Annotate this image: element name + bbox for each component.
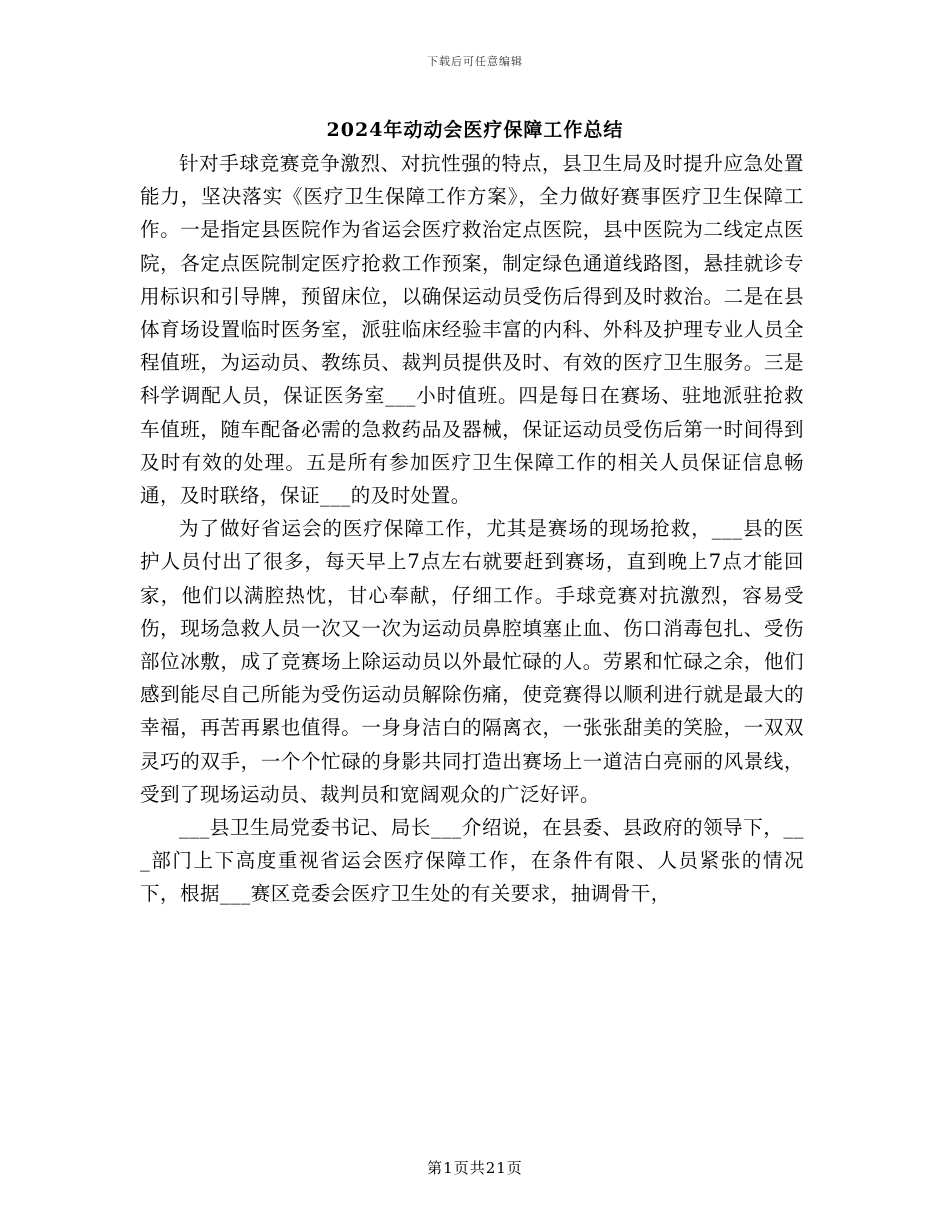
header-note: 下载后可任意编辑: [427, 55, 523, 68]
paragraph-2: 为了做好省运会的医疗保障工作，尤其是赛场的现场抢救，___县的医护人员付出了很多，每天早上7点左右就要赶到赛场，直到晚上7点才能回家，他们以满腔热忱，甘心奉献，仔细工作。手球竞赛对抗激烈，容易受伤，现场急救人员一次又一次为运动员鼻腔填塞止血、伤口消毒包扎、受伤部位冰敷，成了竞赛场上除运动员以外最忙碌的人。劳累和忙碌之余，他们感到能尽自己所能为受伤运动员解除伤痛，使竞赛得以顺利进行就是最大的幸福，再苦再累也值得。一身身洁白的隔离衣，一张张甜美的笑脸，一双双灵巧的双手，一个个忙碌的身影共同打造出赛场上一道洁白亮丽的风景线，受到了现场运动员、裁判员和宽阔观众的广泛好评。: [140, 517, 804, 806]
paragraph-3: ___县卫生局党委书记、局长___介绍说，在县委、县政府的领导下，___部门上下高度重视省运会医疗保障工作，在条件有限、人员紧张的情况下，根据___赛区竞委会医疗卫生处的有关要求，抽调骨干，: [140, 816, 804, 906]
page-footer: 第1页共21页: [427, 1159, 523, 1177]
document-title: 2024年动动会医疗保障工作总结: [326, 119, 624, 141]
document-body: [140, 147, 804, 911]
paragraph-1: 针对手球竞赛竞争激烈、对抗性强的特点，县卫生局及时提升应急处置能力，坚决落实《医疗卫生保障工作方案》，全力做好赛事医疗卫生保障工作。一是指定县医院作为省运会医疗救治定点医院，县中医院为二线定点医院，各定点医院制定医疗抢救工作预案，制定绿色通道线路图，悬挂就诊专用标识和引导牌，预留床位，以确保运动员受伤后得到及时救治。二是在县体育场设置临时医务室，派驻临床经验丰富的内科、外科及护理专业人员全程值班，为运动员、教练员、裁判员提供及时、有效的医疗卫生服务。三是科学调配人员，保证医务室___小时值班。四是每日在赛场、驻地派驻抢救车值班，随车配备必需的急救药品及器械，保证运动员受伤后第一时间得到及时有效的处理。五是所有参加医疗卫生保障工作的相关人员保证信息畅通，及时联络，保证___的及时处置。: [140, 152, 804, 508]
